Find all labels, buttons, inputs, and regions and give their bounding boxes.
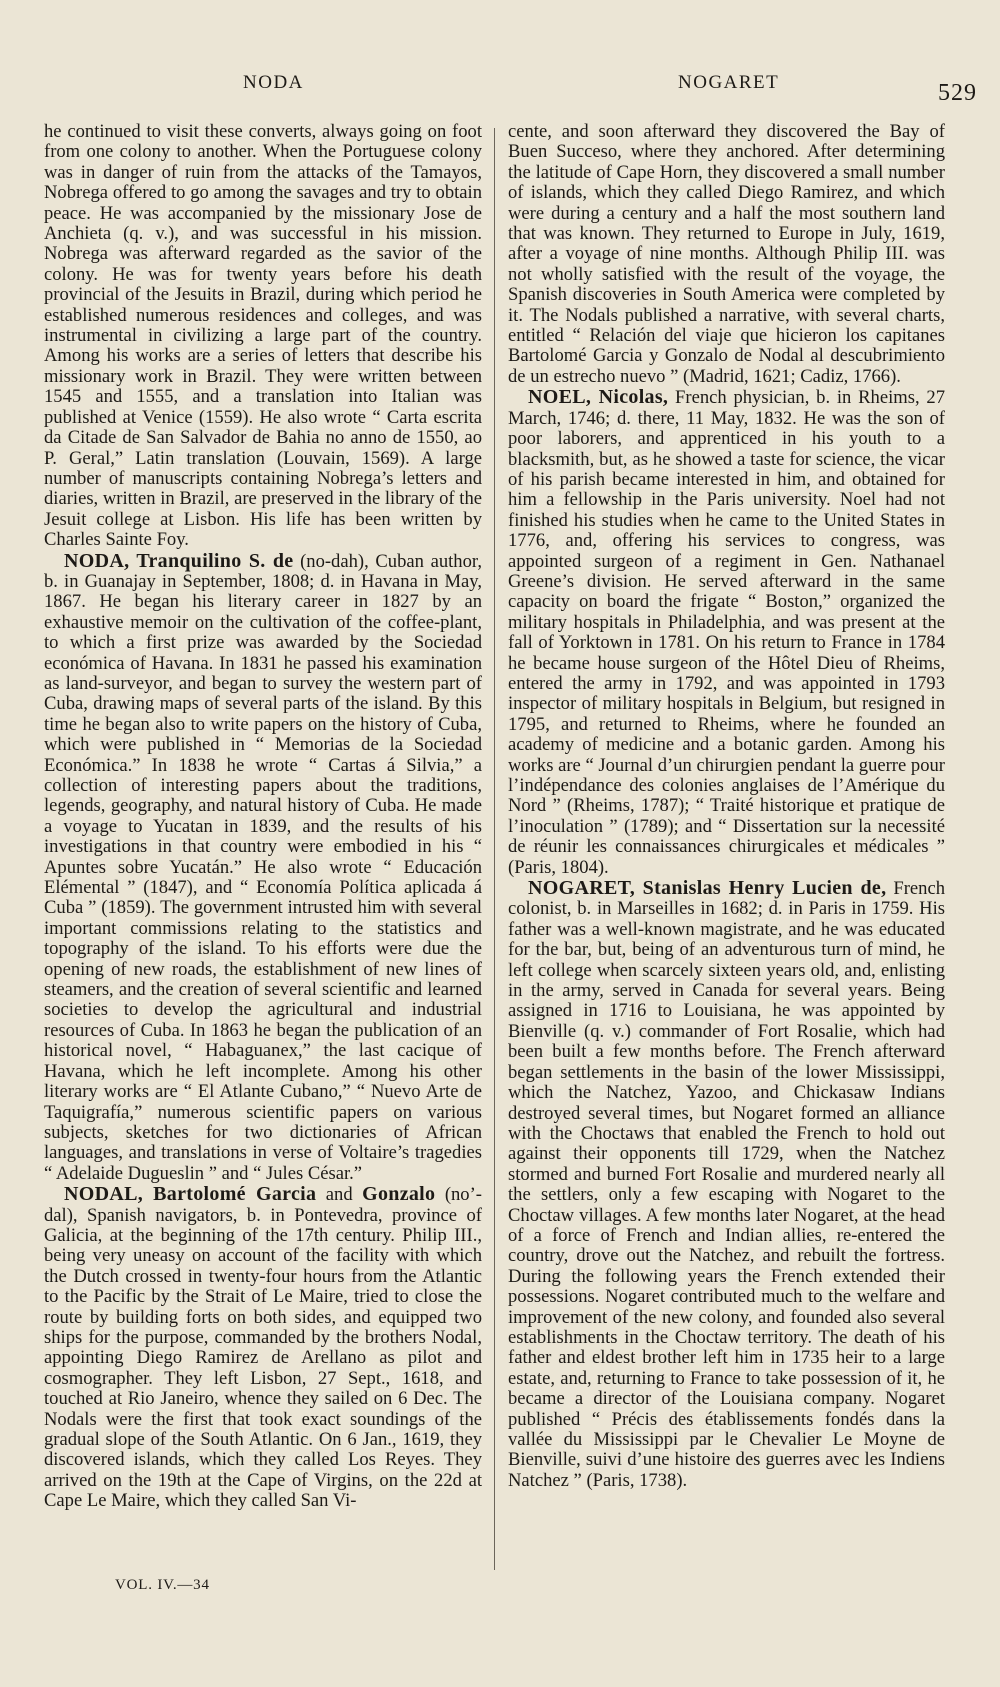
continuation-text-right: cente, and soon afterward they discovered the Bay of Buen Succeso, where they anchored. After determining the latitude of Cape Horn, they discovered a small number of islands, which they called Diego Ramirez, and which were during a century and a half the most southern land that was known. They returned to Europe in July, 1619, after a voyage of nine months. Although Philip III. was not wholly satisfied with the result of the voyage, the Spanish discoveries in South America were completed by it. The Nodals published a narrative, with several charts, entitled “ Relación del viaje que hicieron los capitanes Bartolomé Garcia y Gonzalo de Nodal al descubrimiento de un estrecho nuevo ” (Madrid, 1621; Cadiz, 1766). bbox=[508, 121, 945, 387]
headword-nogaret: NOGARET, Stanislas Henry Lucien de, bbox=[528, 877, 887, 900]
right-column bbox=[508, 122, 945, 1491]
entry-noda-text: (no-dah), Cuban author, b. in Guanajay in September, 1808; d. in Havana in May, 1867. He began his literary career in 1827 by an exhaustive memoir on the cultivation of the coffee-plant, to which a first prize was awarded by the Sociedad económica of Havana. In 1831 he passed his examination as land-surveyor, and began to survey the western part of Cuba, drawing maps of several parts of the island. By this time he began also to write papers on the history of Cuba, which were published in “ Memorias de la Sociedad Económica.” In 1838 he wrote “ Cartas á Silvia,” a collection of interesting papers about the traditions, legends, geography, and natural history of Cuba. He made a voyage to Yucatan in 1839, and the results of his investigations in that country were embodied in his “ Apuntes sobre Yucatán.” He also wrote “ Educación Elémental ” (1847), and “ Economía Política aplicada á Cuba ” (1859). The government intrusted him with several important commissions relating to the statistics and topography of the island. To his efforts were due the opening of new roads, the establishment of new lines of steamers, and the creation of several scientific and learned societies to develop the agricultural and industrial resources of Cuba. In 1863 he began the publication of an historical novel, “ Habaguanex,” the last cacique of Havana, which he left incomplete. Among his other literary works are “ El Atlante Cubano,” “ Nuevo Arte de Taquigrafía,” numerous scientific papers on various subjects, sketches for two dictionaries of African languages, and translations in verse of Voltaire’s tragedies “ Adelaide Dugueslin ” and “ Jules César.” bbox=[44, 550, 482, 1184]
left-column bbox=[44, 122, 482, 1512]
entry-nogaret bbox=[508, 878, 945, 1491]
headword-connector: and bbox=[316, 1184, 363, 1206]
column-divider bbox=[494, 128, 495, 1570]
running-head-left: NODA bbox=[243, 72, 304, 93]
entry-nogaret-text: French colonist, b. in Marseilles in 1682; d. in Paris in 1759. His father was a well-known magistrate, and he was educated for the bar, but, being of an adventurous turn of mind, he left college when scarcely sixteen years old, and, enlisting in the army, served in Canada for several years. Being assigned in 1716 to Louisiana, he was appointed by Bienville (q. v.) commander of Fort Rosalie, which had been built a few months before. The French afterward began settlements in the basin of the lower Mississippi, which the Natchez, Yazoo, and Chickasaw Indians destroyed several times, but Nogaret formed an alliance with the Choctaws that enabled the French to hold out against their opponents till 1729, when the Natchez stormed and burned Fort Rosalie and murdered nearly all the settlers, only a few escaping with Nogaret to the Choctaw villages. A few months later Nogaret, at the head of a force of French and Indian allies, re-entered the country, drove out the Natchez, and rebuilt the fortress. During the following years the French extended their possessions. Nogaret contributed much to the welfare and improvement of the new colony, and founded also several establishments in the Choctaw territory. The death of his father and eldest brother left him in 1735 heir to a large estate, and, returning to France to take possession of it, he became a director of the Louisiana company. Nogaret published “ Précis des établissements fondés dans la vallée du Mississippi par le Chevalier Le Moyne de Bienville, suivi d’une histoire des guerres avec les Indiens Natchez ” (Paris, 1738). bbox=[508, 878, 946, 1491]
headword-noda: NODA, Tranquilino S. de bbox=[64, 549, 294, 572]
entry-noda bbox=[44, 551, 482, 1185]
volume-signature: VOL. IV.—34 bbox=[115, 1577, 210, 1593]
entry-noel bbox=[508, 387, 945, 878]
headword-noel: NOEL, Nicolas, bbox=[528, 386, 669, 409]
page-number: 529 bbox=[938, 80, 977, 106]
continuation-text-left: he continued to visit these converts, always going on foot from one colony to another. When the Portuguese colony was in danger of ruin from the attacks of the Tamayos, Nobrega offered to go among the savages and try to obtain peace. He was accompanied by the missionary Jose de Anchieta (q. v.), and was successful in his mission. Nobrega was afterward regarded as the savior of the colony. He was for twenty years before his death provincial of the Jesuits in Brazil, during which period he established numerous residences and colleges, and was instrumental in civilizing a large part of the country. Among his works are a series of letters that describe his missionary work in Brazil. They were written between 1545 and 1555, and a translation into Italian was published at Venice (1559). He also wrote “ Carta escrita da Citade de San Salvador de Bahia no anno de 1550, ao P. Geral,” Latin translation (Louvain, 1569). A large number of manuscripts containing Nobrega’s letters and diaries, written in Brazil, are preserved in the library of the Jesuit college at Lisbon. His life has been written by Charles Sainte Foy. bbox=[44, 121, 482, 551]
headword-nodal-2: Gonzalo bbox=[362, 1183, 436, 1206]
running-head-right: NOGARET bbox=[678, 72, 780, 93]
entry-nodal-text: (no’-dal), Spanish navigators, b. in Pontevedra, province of Galicia, at the beginning of the 17th century. Philip III., being very uneasy on account of the facility with which the Dutch crossed in twenty-four hours from the Atlantic to the Pacific by the Strait of Le Maire, tried to close the route by building forts on both sides, and equipped two ships for the purpose, commanded by the brothers Nodal, appointing Diego Ramirez de Arellano as pilot and cosmographer. They left Lisbon, 27 Sept., 1618, and touched at Rio Janeiro, whence they sailed on 6 Dec. The Nodals were the first that took exact soundings of the gradual slope of the South Atlantic. On 6 Jan., 1619, they discovered islands, which they called Los Reyes. They arrived on the 19th at the Cape of Virgins, on the 22d at Cape Le Maire, which they called San Vi- bbox=[44, 1184, 482, 1512]
headword-nodal: NODAL, Bartolomé Garcia bbox=[64, 1183, 317, 1206]
entry-nodal bbox=[44, 1184, 482, 1512]
entry-noel-text: French physician, b. in Rheims, 27 March, 1746; d. there, 11 May, 1832. He was the son of poor laborers, and apprenticed in his youth to a blacksmith, but, as he showed a taste for science, the vicar of his parish became interested in him, and obtained for him a fellowship in the Paris university. Noel had not finished his studies when he came to the United States in 1776, and, offering his services to congress, was appointed surgeon of a regiment in Gen. Nathanael Greene’s division. He served afterward in the same capacity on board the frigate “ Boston,” organized the military hospitals in Philadelphia, and was present at the fall of Yorktown in 1781. On his return to France in 1784 he became house surgeon of the Hôtel Dieu of Rheims, entered the army in 1792, and was appointed in 1793 inspector of military hospitals in Belgium, but resigned in 1795, and returned to Rheims, where he founded an academy of medicine and a botanic garden. Among his works are “ Journal d’un chirurgien pendant la guerre pour l’indépendance des colonies anglaises de l’Amérique du Nord ” (Rheims, 1787); “ Traité historique et pratique de l’inoculation ” (1789); and “ Dissertation sur la necessité de réunir les connaissances chirurgicales et médicales ” (Paris, 1804). bbox=[508, 387, 945, 878]
